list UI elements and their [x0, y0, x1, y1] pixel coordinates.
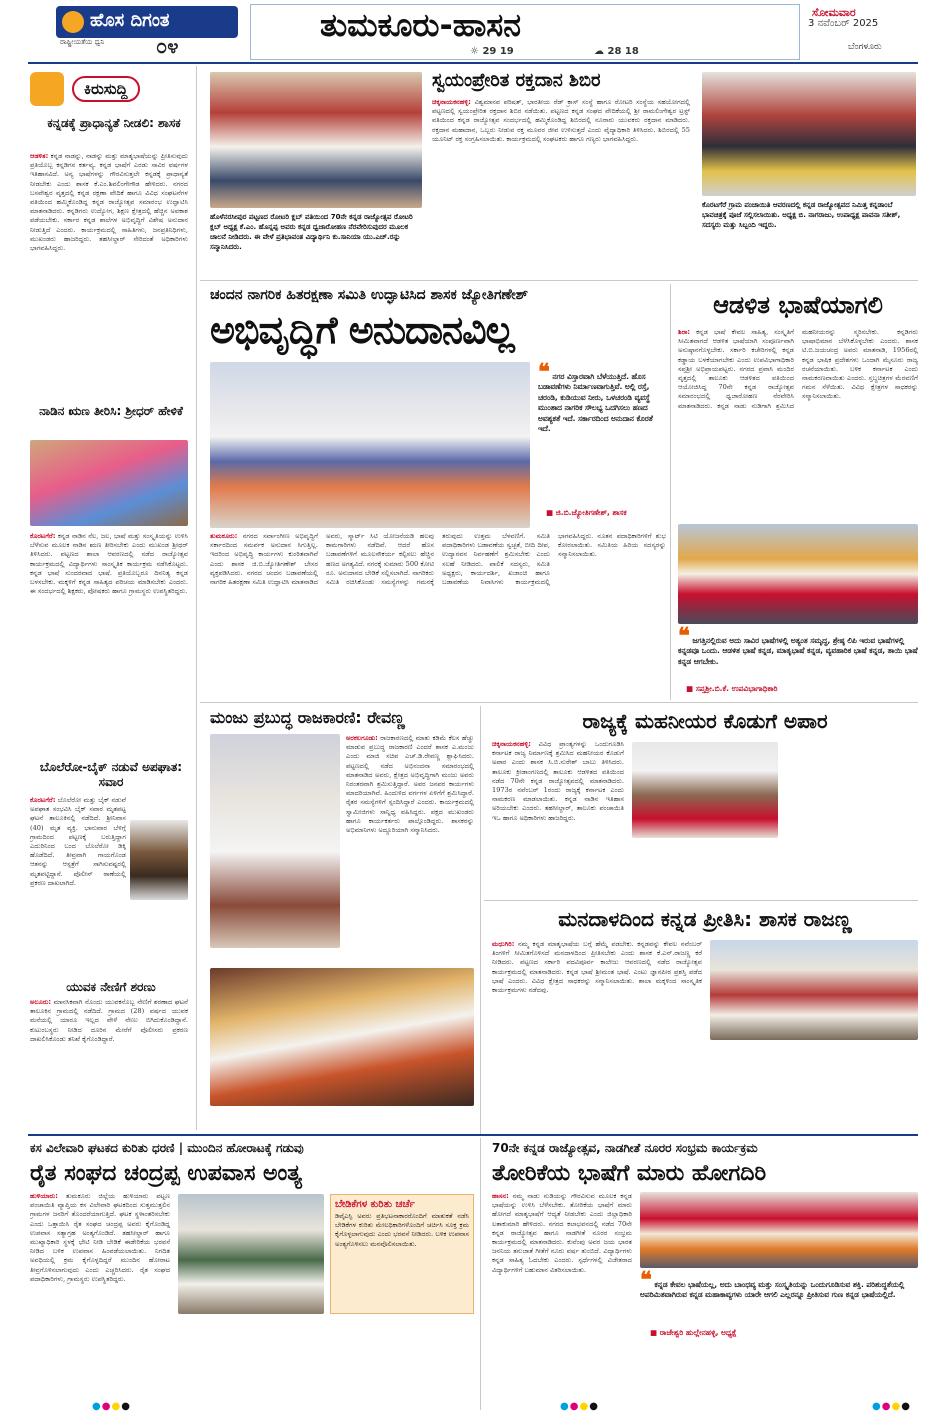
story-body: ಮಧುಗಿರಿ: ನಮ್ಮ ಕನ್ನಡ ಮಾತೃಭಾಷೆಯ ಬಗ್ಗೆ ಹೆಮ್ಮೆ ಪಡಬೇಕು. ಕನ್ನಡವನ್ನು ಕೇವಲ ನವೆಂಬರ್ ತಿಂಗಳಿಗೆ ಸೀಮಿತಗೊಳಿಸದೆ ಮನದಾಳದಿಂದ ಪ್ರೀತಿಸಬೇಕು ಎಂದು ಶಾಸಕ ಕೆ.ಎನ್.ರಾಜಣ್ಣ ಕರೆ ನೀಡಿದರು. ಪಟ್ಟಣದ ಸರ್ಕಾರಿ ಪದವಿಪೂರ್ವ ಕಾಲೇಜು ಆವರಣದಲ್ಲಿ ನಡೆದ ರಾಜ್ಯೋತ್ಸವ ಕಾರ್ಯಕ್ರಮದಲ್ಲಿ ಮಾತನಾಡಿದರು. ಕನ್ನಡ ಭಾಷೆ ಶ್ರೀಮಂತ ಭಾಷೆ. ಎಂಟು ಜ್ಞಾನಪೀಠ ಪ್ರಶಸ್ತಿ ಪಡೆದ ಭಾಷೆ ಎಂದರು. ವಿವಿಧ ಕ್ಷೇತ್ರದ ಸಾಧಕರನ್ನು ಸನ್ಮಾನಿಸಲಾಯಿತು. ಶಾಲಾ ಮಕ್ಕಳಿಂದ ಸಾಂಸ್ಕೃತಿಕ ಕಾರ್ಯಕ್ರಮಗಳು ನಡೆದವು. [492, 940, 702, 995]
row-divider [200, 702, 918, 703]
story-title: ಯುವಕ ನೇಣಿಗೆ ಶರಣು [66, 980, 156, 994]
story-quote: ❝ ಜಗತ್ತಿನಲ್ಲಿರುವ ಅದು ಸಾವಿರ ಭಾಷೆಗಳಲ್ಲಿ ಅತ್ಯಂತ ಸಮೃದ್ಧ, ಶ್ರೇಷ್ಠ ಲಿಪಿ ಇರುವ ಭಾಷೆಗಳಲ್ಲಿ ಕನ್ನಡವೂ ಒಂದು. ಆಡಳಿತ ಭಾಷೆ ಕನ್ನಡ, ಮಾತೃಭಾಷೆ ಕನ್ನಡ, ವ್ಯವಹಾರಿಕ ಭಾಷೆ ಕನ್ನಡ, ತಾಯಿ ಭಾಷೆ ಕನ್ನಡ ಆಗಬೇಕು. [678, 623, 918, 666]
weather-right: ☁ 28 18 [594, 46, 639, 57]
edition-title: ತುಮಕೂರು-ಹಾಸನ [320, 6, 522, 44]
panchayat-event-photo [702, 72, 916, 196]
column-divider [480, 1138, 481, 1410]
story-headline: ತೋರಿಕೆಯ ಭಾಷೆಗೆ ಮಾರು ಹೋಗದಿರಿ [492, 1161, 767, 1186]
section-label-box [30, 72, 188, 106]
story-body: ಹಾಸನ: ನಮ್ಮ ನಾಡು ನುಡಿಯನ್ನು ಗೌರವಿಸುವ ಮೂಲಕ ಕನ್ನಡ ಭಾಷೆಯನ್ನು ಉಳಿಸಿ ಬೆಳೆಸಬೇಕು. ತೋರಿಕೆಯ ಭಾಷೆಗೆ ಮಾರು ಹೋಗದೆ ಮಾತೃಭಾಷೆಗೆ ಆದ್ಯತೆ ನೀಡಬೇಕು ಎಂದು ಜಿಲ್ಲಾಧಿಕಾರಿ ಲತಾಕುಮಾರಿ ಹೇಳಿದರು. ನಗರದ ಕಲಾಭವನದಲ್ಲಿ ನಡೆದ 70ನೇ ಕನ್ನಡ ರಾಜ್ಯೋತ್ಸವ ಹಾಗೂ ನಾಡಗೀತೆ ನೂರರ ಸಂಭ್ರಮ ಕಾರ್ಯಕ್ರಮದಲ್ಲಿ ಮಾತನಾಡಿದರು. ಕುವೆಂಪು ಅವರ ಜಯ ಭಾರತ ಜನನಿಯ ತನುಜಾತೆ ಗೀತೆಗೆ ನೂರು ವರ್ಷ ತುಂಬಿದೆ. ವಿದ್ಯಾರ್ಥಿಗಳು ಕನ್ನಡ ಸಾಹಿತ್ಯ ಓದಬೇಕು ಎಂದರು. ಸ್ಪರ್ಧೆಗಳಲ್ಲಿ ವಿಜೇತರಾದ ವಿದ್ಯಾರ್ಥಿಗಳಿಗೆ ಬಹುಮಾನ ವಿತರಿಸಲಾಯಿತು. [492, 1192, 632, 1274]
story-body: ಕೊರಟಗೆರೆ: ಬೊಲೆರೋ ಮತ್ತು ಬೈಕ್ ನಡುವೆ ಅಪಘಾತ ಸಂಭವಿಸಿ ಬೈಕ್ ಸವಾರ ಮೃತಪಟ್ಟ ಘಟನೆ ತಾಲೂಕಿನಲ್ಲಿ ನಡೆದಿದೆ. ಶ್ರೀನಿವಾಸ (40) ಮೃತ ವ್ಯಕ್ತಿ. ಭಾನುವಾರ ಬೆಳಿಗ್ಗೆ ಗ್ರಾಮದಿಂದ ಪಟ್ಟಣಕ್ಕೆ ಬರುತ್ತಿದ್ದಾಗ ಎದುರಿನಿಂದ ಬಂದ ಬೊಲೆರೋ ಡಿಕ್ಕಿ ಹೊಡೆದಿದೆ. ತೀವ್ರವಾಗಿ ಗಾಯಗೊಂಡ ಆತನನ್ನು ಆಸ್ಪತ್ರೆಗೆ ಸಾಗಿಸುವಷ್ಟರಲ್ಲಿ ಮೃತಪಟ್ಟಿದ್ದಾನೆ. ಪೊಲೀಸ್ ಠಾಣೆಯಲ್ಲಿ ಪ್ರಕರಣ ದಾಖಲಾಗಿದೆ. [30, 796, 126, 887]
print-color-marks: ●●●● [560, 1401, 599, 1412]
story-quote: ❝ ಕನ್ನಡ ಕೇವಲ ಭಾಷೆಯಲ್ಲ, ಅದು ಬಾಂಧವ್ಯ ಮತ್ತು ಸಂಸ್ಕೃತಿಯನ್ನು ಒಂದುಗೂಡಿಸುವ ಶಕ್ತಿ. ಪರಿಶುದ್ಧತೆಯಲ್ಲಿ ಅಪರಿಮಿತವಾಗಿರುವ ಕನ್ನಡ ಮಹಾಕಾವ್ಯಗಳು ಯಾರೇ ಆಗಲಿ ಎಲ್ಲರನ್ನೂ ಪ್ರೀತಿಸುವ ಗುಣ ಕನ್ನಡ ಭಾಷೆಯಲ್ಲಿದೆ. [640, 1267, 905, 1300]
lead-kicker: ಚಂದನ ನಾಗರಿಕ ಹಿತರಕ್ಷಣಾ ಸಮಿತಿ ಉದ್ಘಾಟಿಸಿದ ಶಾಸಕ ಜ್ಯೋತಿಗಣೇಶ್ [210, 287, 528, 303]
story-body-cont [178, 1320, 474, 1408]
issue-city: ಬೆಂಗಳೂರು [848, 42, 882, 52]
sun-logo-icon [62, 11, 84, 33]
story-title: ಬೊಲೆರೋ-ಬೈಕ್ ನಡುವೆ ಅಪಘಾತ: ಸವಾರ [39, 760, 183, 789]
mla-speech-photo [632, 742, 778, 838]
victim-photo [130, 820, 188, 900]
quote-icon: ❝ [678, 623, 690, 649]
story-kicker: 70ನೇ ಕನ್ನಡ ರಾಜ್ಯೋತ್ಸವ, ನಾಡಗೀತೆ ನೂರರ ಸಂಭ್ರಮ ಕಾರ್ಯಕ್ರಮ [492, 1141, 758, 1155]
masthead-tagline: ರಾಷ್ಟ್ರೀಯತೆಯ ಧ್ವನಿ [60, 38, 105, 46]
story-body-cont [30, 918, 188, 978]
protest-photo [178, 1194, 324, 1314]
issue-date: 3 ನವೆಂಬರ್ 2025 [808, 18, 879, 29]
story-body: ಚಿಕ್ಕನಾಯಕನಹಳ್ಳಿ: ವಿವಿಧ ಪ್ರಾಂತ್ಯಗಳನ್ನು ಒಂದುಗೂಡಿಸಿ ಕರ್ನಾಟಕ ರಾಜ್ಯ ನಿರ್ಮಾಣಕ್ಕೆ ಶ್ರಮಿಸಿದ ಮಹನೀಯರ ಕೊಡುಗೆ ಅಪಾರ ಎಂದು ಶಾಸಕ ಸಿ.ಬಿ.ಸುರೇಶ್ ಬಾಬು ತಿಳಿಸಿದರು. ತಾಲೂಕು ಕ್ರೀಡಾಂಗಣದಲ್ಲಿ ತಾಲೂಕು ಆಡಳಿತದ ವತಿಯಿಂದ ನಡೆದ 70ನೇ ಕನ್ನಡ ರಾಜ್ಯೋತ್ಸವದಲ್ಲಿ ಮಾತನಾಡಿದರು. 1973ರ ನವೆಂಬರ್ 1ರಂದು ರಾಜ್ಯಕ್ಕೆ ಕರ್ನಾಟಕ ಎಂದು ನಾಮಕರಣ ಮಾಡಲಾಯಿತು. ಕನ್ನಡ ನಾಡಿನ ಇತಿಹಾಸ ಅರಿಯಬೇಕು ಎಂದರು. ತಹಸೀಲ್ದಾರ್, ತಾಲೂಕು ಪಂಚಾಯಿತಿ ಇಒ ಹಾಗೂ ಅಧಿಕಾರಿಗಳು ಹಾಜರಿದ್ದರು. [492, 740, 624, 822]
story-body: ಅರಕಲಗೂಡು: ರಾಜಕಾರಣದಲ್ಲಿ ಮಾತು ಕಡಿಮೆ ಕೆಲಸ ಹೆಚ್ಚು ಮಾಡುವ ಪ್ರಬುದ್ಧ ರಾಜಕಾರಣಿ ಎಂದರೆ ಶಾಸಕ ಎ.ಮಂಜು ಎಂದು ಮಾಜಿ ಸಚಿವ ಎಚ್.ಡಿ.ರೇವಣ್ಣ ಶ್ಲಾಘಿಸಿದರು. ಪಟ್ಟಣದಲ್ಲಿ ನಡೆದ ಅಭಿನಂದನಾ ಸಮಾರಂಭದಲ್ಲಿ ಮಾತನಾಡಿದ ಅವರು, ಕ್ಷೇತ್ರದ ಅಭಿವೃದ್ಧಿಗಾಗಿ ಮಂಜು ಅವರು ನಿರಂತರವಾಗಿ ಶ್ರಮಿಸುತ್ತಿದ್ದಾರೆ. ಅವರ ಜನಪರ ಕಾರ್ಯಗಳು ಮಾದರಿಯಾಗಿವೆ. ಹಿಂದುಳಿದ ವರ್ಗಗಳ ಏಳಿಗೆಗೆ ಶ್ರಮಿಸಿದ್ದಾರೆ. ರೈತರ ಸಮಸ್ಯೆಗಳಿಗೆ ಸ್ಪಂದಿಸಿದ್ದಾರೆ ಎಂದರು. ಕಾರ್ಯಕ್ರಮದಲ್ಲಿ ಸ್ವಾಮೀಜಿಗಳು ಸಾನ್ನಿಧ್ಯ ವಹಿಸಿದ್ದರು. ಪಕ್ಷದ ಮುಖಂಡರು ಹಾಗೂ ಕಾರ್ಯಕರ್ತರು ಪಾಲ್ಗೊಂಡಿದ್ದರು. ಶಾಸಕರನ್ನು ಅಭಿಮಾನಿಗಳು ಅದ್ದೂರಿಯಾಗಿ ಸನ್ಮಾನಿಸಿದರು. [346, 734, 474, 835]
story-body: ಹುಳಿಯಾರು: ತುಮಕೂರು ಜಿಲ್ಲೆಯ ಹುಳಿಯಾರು ಪಟ್ಟಣ ಪಂಚಾಯಿತಿ ವ್ಯಾಪ್ತಿಯ ಕಸ ವಿಲೇವಾರಿ ಘಟಕದಿಂದ ಸುತ್ತಮುತ್ತಲಿನ ಗ್ರಾಮಗಳ ಜನರಿಗೆ ತೊಂದರೆಯಾಗುತ್ತಿದೆ. ಘಟಕ ಸ್ಥಳಾಂತರಿಸಬೇಕು ಎಂದು ಒತ್ತಾಯಿಸಿ ರೈತ ಸಂಘದ ಚಂದ್ರಪ್ಪ ಅವರು ಕೈಗೊಂಡಿದ್ದ ಉಪವಾಸ ಸತ್ಯಾಗ್ರಹ ಅಂತ್ಯಗೊಂಡಿದೆ. ತಹಸೀಲ್ದಾರ್ ಹಾಗೂ ಮುಖ್ಯಾಧಿಕಾರಿ ಸ್ಥಳಕ್ಕೆ ಭೇಟಿ ನೀಡಿ ಬೇಡಿಕೆ ಈಡೇರಿಕೆಯ ಭರವಸೆ ನೀಡಿದ ಬಳಿಕ ಉಪವಾಸ ಹಿಂಪಡೆಯಲಾಯಿತು. ನಿಗದಿತ ಅವಧಿಯಲ್ಲಿ ಕ್ರಮ ಕೈಗೊಳ್ಳದಿದ್ದರೆ ಮುಂದಿನ ಹೋರಾಟ ತೀವ್ರಗೊಳಿಸಲಾಗುವುದು ಎಂದು ಎಚ್ಚರಿಸಿದರು. ರೈತ ಸಂಘದ ಪದಾಧಿಕಾರಿಗಳು, ಗ್ರಾಮಸ್ಥರು ಉಪಸ್ಥಿತರಿದ್ದರು. [30, 1192, 170, 1283]
quote-icon: ❝ [640, 1267, 652, 1293]
quote-byline: ■ ಜಿ.ಬಿ.ಜ್ಯೋತಿಗಣೇಶ್, ಶಾಸಕ [546, 508, 627, 517]
story-body: ಚಿಕ್ಕನಾಯಕನಹಳ್ಳಿ: ವಿಶ್ವಮಾನವ ಪರಿಷತ್, ಭಾರತೀಯ ರೆಡ್ ಕ್ರಾಸ್ ಸಂಸ್ಥೆ ಹಾಗೂ ರೋಟರಿ ಸಂಸ್ಥೆಯ ಸಹಯೋಗದಲ್ಲಿ ಪಟ್ಟಣದಲ್ಲಿ ಸ್ವಯಂಪ್ರೇರಿತ ರಕ್ತದಾನ ಶಿಬಿರ ನಡೆಯಿತು. ಪಟ್ಟಣದ ಕನ್ನಡ ಸಂಘದ ವೇದಿಕೆಯಲ್ಲಿ ಶ್ರೀ ರಾಮಲಿಂಗೇಶ್ವರ ಟ್ರಸ್ಟ್ ವತಿಯಿಂದ ಕನ್ನಡ ರಾಜ್ಯೋತ್ಸವ ಸಂದರ್ಭದಲ್ಲಿ ಹಮ್ಮಿಕೊಂಡಿದ್ದ ಶಿಬಿರದಲ್ಲಿ ನೂರಾರು ಯುವಕರು ರಕ್ತದಾನ ಮಾಡಿದರು. ರಕ್ತದಾನ ಮಹಾದಾನ, ಒಬ್ಬರು ನೀಡುವ ರಕ್ತ ಮೂವರ ಜೀವ ಉಳಿಸುತ್ತದೆ ಎಂದು ವೈದ್ಯಾಧಿಕಾರಿ ತಿಳಿಸಿದರು. ಶಿಬಿರದಲ್ಲಿ 55 ಯೂನಿಟ್ ರಕ್ತ ಸಂಗ್ರಹಿಸಲಾಯಿತು. ಕಾರ್ಯಕ್ರಮದಲ್ಲಿ ಸಂಘಟಕರು ಹಾಗೂ ಗಣ್ಯರು ಭಾಗವಹಿಸಿದ್ದರು. [432, 98, 690, 143]
info-box [330, 1194, 474, 1314]
column-divider [480, 706, 481, 1134]
story-headline: ರಾಜ್ಯಕ್ಕೆ ಮಹನೀಯರ ಕೊಡುಗೆ ಅಪಾರ [582, 709, 828, 733]
issue-day: ಸೋಮವಾರ [812, 6, 856, 19]
story-body: ಶಿರಾ: ಕನ್ನಡ ಭಾಷೆ ಕೇವಲ ಸಾಹಿತ್ಯ, ಸಂಸ್ಕೃತಿಗೆ ಸೀಮಿತವಾಗದೆ ಆಡಳಿತ ಭಾಷೆಯಾಗಿ ಸಂಪೂರ್ಣವಾಗಿ ಅನುಷ್ಠಾನಗೊಳ್ಳಬೇಕು. ಸರ್ಕಾರಿ ಕಚೇರಿಗಳಲ್ಲಿ ಕನ್ನಡ ಕಡ್ಡಾಯ ಬಳಕೆಯಾಗಬೇಕು ಎಂದು ಉಪವಿಭಾಗಾಧಿಕಾರಿ ಸಪ್ತಶ್ರೀ ಅಭಿಪ್ರಾಯಪಟ್ಟರು. ನಗರದ ಪ್ರವಾಸಿ ಮಂದಿರ ವೃತ್ತದಲ್ಲಿ ತಾಲೂಕು ಆಡಳಿತದ ವತಿಯಿಂದ ಆಯೋಜಿಸಿದ್ದ 70ನೇ ಕನ್ನಡ ರಾಜ್ಯೋತ್ಸವ ಸಮಾರಂಭದಲ್ಲಿ ಧ್ವಜಾರೋಹಣ ನೆರವೇರಿಸಿ ಮಾತನಾಡಿದರು. ಕನ್ನಡ ನಾಡು ನುಡಿಗಾಗಿ ಶ್ರಮಿಸಿದ ಮಹನೀಯರನ್ನು ಸ್ಮರಿಸಬೇಕು. ಕನ್ನಡಿಗರು ಭಾಷಾಭಿಮಾನ ಬೆಳೆಸಿಕೊಳ್ಳಬೇಕು ಎಂದರು. ಶಾಸಕ ಟಿ.ಬಿ.ಜಯಚಂದ್ರ ಅವರು ಮಾತನಾಡಿ, 1956ರಲ್ಲಿ ಕನ್ನಡ ಭಾಷಿಕ ಪ್ರದೇಶಗಳು ಒಂದಾಗಿ ಮೈಸೂರು ರಾಜ್ಯ ರಚನೆಯಾಯಿತು. ಬಳಿಕ ಕರ್ನಾಟಕ ಎಂದು ನಾಮಕರಣವಾಯಿತು ಎಂದರು. ಸ್ತಬ್ಧಚಿತ್ರಗಳ ಮೆರವಣಿಗೆ ಗಮನ ಸೆಳೆಯಿತು. ವಿವಿಧ ಕ್ಷೇತ್ರಗಳ ಸಾಧಕರನ್ನು ಸನ್ಮಾನಿಸಲಾಯಿತು. [678, 328, 918, 410]
story-headline: ಮಂಜು ಪ್ರಬುದ್ಧ ರಾಜಕಾರಣಿ: ರೇವಣ್ಣ [210, 708, 405, 727]
print-color-marks: ●●●● [92, 1401, 131, 1412]
quote-byline: ■ ಸಪ್ತಶ್ರೀ.ಬಿ.ಕೆ. ಉಪವಿಭಾಗಾಧಿಕಾರಿ [686, 684, 778, 693]
hand-icon [30, 72, 64, 106]
quote-icon: ❝ [538, 359, 550, 385]
story-title: ನಾಡಿನ ಋಣ ತೀರಿಸಿ: ಶ್ರೀಧರ್ ಹೇಳಿಕೆ [39, 404, 183, 418]
story-body-cont [784, 740, 918, 896]
story-body-cont [710, 1044, 918, 1130]
story-title: ಸ್ವಯಂಪ್ರೇರಿತ ರಕ್ತದಾನ ಶಿಬಿರ [432, 70, 601, 91]
students-photo [640, 1192, 918, 1268]
weather-left: ☼ 29 19 [470, 46, 514, 57]
story-kicker: ಕಸ ವಿಲೇವಾರಿ ಘಟಕದ ಕುರಿತು ಧರಣಿ | ಮುಂದಿನ ಹೋರಾಟಕ್ಕೆ ಗಡುವು [30, 1141, 304, 1155]
story-body-cont [632, 842, 778, 896]
row-divider [484, 900, 918, 901]
page-number: ೦೪ [156, 34, 179, 58]
column-divider [670, 284, 671, 700]
lead-body: ತುಮಕೂರು: ನಗರದ ಸರ್ವಾಂಗೀಣ ಅಭಿವೃದ್ಧಿಗೆ ಸರ್ಕಾರದಿಂದ ಸಮರ್ಪಕ ಅನುದಾನ ಸಿಗುತ್ತಿಲ್ಲ. ಇದರಿಂದ ಅಭಿವೃದ್ಧಿ ಕಾರ್ಯಗಳು ಕುಂಠಿತವಾಗಿವೆ ಎಂದು ಶಾಸಕ ಜಿ.ಬಿ.ಜ್ಯೋತಿಗಣೇಶ್ ಬೇಸರ ವ್ಯಕ್ತಪಡಿಸಿದರು. ನಗರದ ಚಂದನ ಬಡಾವಣೆಯಲ್ಲಿ ನಾಗರಿಕ ಹಿತರಕ್ಷಣಾ ಸಮಿತಿ ಉದ್ಘಾಟಿಸಿ ಮಾತನಾಡಿದ ಅವರು, ಸ್ಮಾರ್ಟ್ ಸಿಟಿ ಯೋಜನೆಯಡಿ ಹಲವು ಕಾಮಗಾರಿಗಳು ನಡೆದಿವೆ. ಆದರೆ ಹೊಸ ಬಡಾವಣೆಗಳಿಗೆ ಮೂಲಸೌಕರ್ಯ ಕಲ್ಪಿಸಲು ಹೆಚ್ಚಿನ ಹಣದ ಅಗತ್ಯವಿದೆ. ನಗರಕ್ಕೆ ಸುಮಾರು 500 ಕೋಟಿ ರೂ. ಅನುದಾನದ ಬೇಡಿಕೆ ಸಲ್ಲಿಸಲಾಗಿದೆ. ನಾಗರಿಕರು ಸಮಿತಿ ರಚಿಸಿಕೊಂಡು ಸಮಸ್ಯೆಗಳನ್ನು ಗಮನಕ್ಕೆ ತರುವುದು ಉತ್ತಮ ಬೆಳವಣಿಗೆ. ಸಮಿತಿ ಪದಾಧಿಕಾರಿಗಳು ಬಡಾವಣೆಯ ಸ್ವಚ್ಛತೆ, ಬೀದಿ ದೀಪ, ಉದ್ಯಾನವನ ನಿರ್ವಹಣೆಗೆ ಶ್ರಮಿಸಬೇಕು ಎಂದು ಸಲಹೆ ನೀಡಿದರು. ಪಾಲಿಕೆ ಸದಸ್ಯರು, ಸಮಿತಿ ಅಧ್ಯಕ್ಷರು, ಕಾರ್ಯದರ್ಶಿ, ಖಜಾಂಚಿ ಹಾಗೂ ಬಡಾವಣೆಯ ನಿವಾಸಿಗಳು ಕಾರ್ಯಕ್ರಮದಲ್ಲಿ ಭಾಗವಹಿಸಿದ್ದರು. ನೂತನ ಪದಾಧಿಕಾರಿಗಳಿಗೆ ಶುಭ ಕೋರಲಾಯಿತು. ಸಮಿತಿಯ ಹಿರಿಯ ಸದಸ್ಯರನ್ನು ಸನ್ಮಾನಿಸಲಾಯಿತು. [210, 532, 666, 587]
lead-photo [210, 362, 530, 528]
felicitation-photo [210, 968, 474, 1106]
row-divider [28, 1134, 918, 1136]
story-headline: ಮನದಾಳದಿಂದ ಕನ್ನಡ ಪ್ರೀತಿಸಿ: ಶಾಸಕ ರಾಜಣ್ಣ [558, 907, 852, 931]
story-body: ಕೊರಟಗೆರೆ: ಕನ್ನಡ ನಾಡಿನ ನೆಲ, ಜಲ, ಭಾಷೆ ಮತ್ತು ಸಂಸ್ಕೃತಿಯನ್ನು ಉಳಿಸಿ ಬೆಳೆಸುವ ಮೂಲಕ ನಾಡಿನ ಋಣ ತೀರಿಸಬೇಕು ಎಂದು ಮುಖಂಡ ಶ್ರೀಧರ್ ತಿಳಿಸಿದರು. ಪಟ್ಟಣದ ಶಾಲಾ ಆವರಣದಲ್ಲಿ ನಡೆದ ರಾಜ್ಯೋತ್ಸವ ಕಾರ್ಯಕ್ರಮದಲ್ಲಿ ವಿದ್ಯಾರ್ಥಿಗಳು ಸಾಂಸ್ಕೃತಿಕ ಕಾರ್ಯಕ್ರಮ ನಡೆಸಿಕೊಟ್ಟರು. ಕನ್ನಡ ಭಾಷೆ ಸುಂದರವಾದ ಭಾಷೆ. ಪ್ರತಿಯೊಬ್ಬರೂ ದಿನನಿತ್ಯ ಕನ್ನಡ ಬಳಸಬೇಕು. ಮಕ್ಕಳಿಗೆ ಕನ್ನಡ ಸಾಹಿತ್ಯದ ಪರಿಚಯ ಮಾಡಿಸಬೇಕು ಎಂದರು. ಈ ಸಂದರ್ಭದಲ್ಲಿ ಶಿಕ್ಷಕರು, ಪೋಷಕರು ಹಾಗೂ ಗ್ರಾಮಸ್ಥರು ಉಪಸ್ಥಿತರಿದ್ದರು. [30, 532, 188, 596]
dance-photo [30, 440, 188, 526]
masthead-logo: ಹೊಸ ದಿಗಂತ [56, 6, 238, 38]
story-body: ಅಲೂರು: ಮಾನಸಿಕವಾಗಿ ನೊಂದು ಯುವಕನೊಬ್ಬ ನೇಣಿಗೆ ಶರಣಾದ ಘಟನೆ ತಾಲೂಕಿನ ಗ್ರಾಮದಲ್ಲಿ ನಡೆದಿದೆ. ಗ್ರಾಮದ (28) ವರ್ಷದ ಯುವಕ ಮನೆಯಲ್ಲಿ ಯಾರೂ ಇಲ್ಲದ ವೇಳೆ ನೇಣು ಬಿಗಿದುಕೊಂಡಿದ್ದಾನೆ. ಕುಟುಂಬಸ್ಥರು ನೀಡಿದ ದೂರಿನ ಮೇರೆಗೆ ಪೊಲೀಸರು ಪ್ರಕರಣ ದಾಖಲಿಸಿಕೊಂಡು ತನಿಖೆ ಕೈಗೊಂಡಿದ್ದಾರೆ. [30, 998, 188, 1043]
award-photo [710, 940, 918, 1040]
story-headline: ಆಡಳಿತ ಭಾಷೆಯಾಗಲಿ [713, 291, 883, 319]
quote-byline: ■ ರಾಜೇಶ್ವರಿ ಹುಲ್ಲೇನಹಳ್ಳಿ, ಅಧ್ಯಕ್ಷೆ [650, 1328, 737, 1337]
print-color-marks: ●●●● [872, 1401, 911, 1412]
photo-caption: ಹೊಳೆನರಸೀಪುರ ಪಟ್ಟಣದ ರೋಟರಿ ಕ್ಲಬ್ ವತಿಯಿಂದ 70ನೇ ಕನ್ನಡ ರಾಜ್ಯೋತ್ಸವ ರೋಟರಿ ಕ್ಲಬ್ ಅಧ್ಯಕ್ಷ ಕೆ.ಎಂ. ಹೊನ್ನಪ್ಪ ಅವರು ಕನ್ನಡ ಧ್ವಜಾರೋಹಣ ನೆರವೇರಿಸುವುದರ ಮೂಲಕ ಚಾಲನೆ ನೀಡಿದರು. ಈ ವೇಳೆ ಪ್ರತಿಭಾವಂತ ವಿದ್ಯಾರ್ಥಿನಿ ಕು.ಸಾನಿಯಾ ಯು.ಎಚ್.ರನ್ನು ಸನ್ಮಾನಿಸಿದರು. [210, 213, 413, 251]
lead-headline: ಅಭಿವೃದ್ಧಿಗೆ ಅನುದಾನವಿಲ್ಲ [210, 308, 514, 352]
lead-quote: ❝ ನಗರ ವಿಸ್ತಾರವಾಗಿ ಬೆಳೆಯುತ್ತಿದೆ. ಹೊಸ ಬಡಾವಣೆಗಳು ನಿರ್ಮಾಣವಾಗುತ್ತಿವೆ. ಅಲ್ಲಿ ರಸ್ತೆ, ಚರಂಡಿ, ಕುಡಿಯುವ ನೀರು, ಒಳಚರಂಡಿ ವ್ಯವಸ್ಥೆ ಮುಂತಾದ ನಾಗರಿಕ ಸೌಲಭ್ಯ ಒದಗಿಸಲು ಹಣದ ಅವಶ್ಯಕತೆ ಇದೆ. ಸರ್ಕಾರದಿಂದ ಅನುದಾನ ಕೊರತೆ ಇದೆ. [538, 359, 653, 434]
procession-photo [678, 524, 918, 624]
story-headline: ರೈತ ಸಂಘದ ಚಂದ್ರಪ್ಪ ಉಪವಾಸ ಅಂತ್ಯ [30, 1161, 302, 1186]
section-label: ಕಿರುಸುದ್ದಿ [72, 76, 140, 102]
story-body: ಆಡಳಿತ: ಕನ್ನಡ ನಾಡನ್ನು, ನಾಡನ್ನು ಮತ್ತು ಮಾತೃಭಾಷೆಯನ್ನು ಪ್ರೀತಿಸುವುದು ಪ್ರತಿಯೊಬ್ಬ ಕನ್ನಡಿಗನ ಕರ್ತವ್ಯ. ಕನ್ನಡ ಭಾಷೆಗೆ ಎರಡು ಸಾವಿರ ವರ್ಷಗಳ ಇತಿಹಾಸವಿದೆ. ಅನ್ಯ ಭಾಷೆಗಳನ್ನು ಗೌರವಿಸುತ್ತಲೇ ಕನ್ನಡಕ್ಕೆ ಪ್ರಾಧಾನ್ಯತೆ ನೀಡಬೇಕು ಎಂದು ಶಾಸಕ ಕೆ.ಎಂ.ಶಿವಲಿಂಗೇಗೌಡ ಹೇಳಿದರು. ನಗರದ ಬಸವೇಶ್ವರ ವೃತ್ತದಲ್ಲಿ ಕನ್ನಡ ರಕ್ಷಣಾ ವೇದಿಕೆ ಹಾಗೂ ವಿವಿಧ ಸಂಘಟನೆಗಳ ವತಿಯಿಂದ ಹಮ್ಮಿಕೊಂಡಿದ್ದ ಕನ್ನಡ ರಾಜ್ಯೋತ್ಸವ ಸಮಾರಂಭ ಉದ್ಘಾಟಿಸಿ ಮಾತನಾಡಿದರು. ಕನ್ನಡಿಗರು ಉದ್ಯೋಗ, ಶಿಕ್ಷಣ ಕ್ಷೇತ್ರದಲ್ಲಿ ಹೆಚ್ಚಿನ ಅವಕಾಶ ಪಡೆಯಬೇಕು. ಸರ್ಕಾರ ಕನ್ನಡ ಶಾಲೆಗಳ ಅಭಿವೃದ್ಧಿಗೆ ವಿಶೇಷ ಅನುದಾನ ನೀಡುತ್ತಿದೆ ಎಂದರು. ಕಾರ್ಯಕ್ರಮದಲ್ಲಿ ಸಾಹಿತಿಗಳು, ಜನಪ್ರತಿನಿಧಿಗಳು, ಮುಖಂಡರು ಹಾಜರಿದ್ದರು. ತಹಸೀಲ್ದಾರ್ ಸೇರಿದಂತೆ ಅಧಿಕಾರಿಗಳು ಭಾಗವಹಿಸಿದ್ದರು. [30, 152, 188, 253]
column-divider [196, 66, 197, 1130]
revanna-photo [210, 734, 340, 948]
box-body: ಡಿವೈಎಸ್ಪಿ ಅವರು ಪ್ರತಿಭಟನಾಕಾರರೊಂದಿಗೆ ಮಾತುಕತೆ ನಡೆಸಿ ಬೇಡಿಕೆಗಳ ಕುರಿತು ಮೇಲಧಿಕಾರಿಗಳೊಂದಿಗೆ ಚರ್ಚಿಸಿ ಸೂಕ್ತ ಕ್ರಮ ಕೈಗೊಳ್ಳಲಾಗುವುದು ಎಂದು ಭರವಸೆ ನೀಡಿದರು. ಬಳಿಕ ಉಪವಾಸ ಅಂತ್ಯಗೊಳಿಸಲು ಮನವೊಲಿಸಲಾಯಿತು. [335, 1212, 469, 1248]
story-title: ಕನ್ನಡಕ್ಕೆ ಪ್ರಾಧಾನ್ಯತೆ ನೀಡಲಿ: ಶಾಸಕ [47, 116, 181, 130]
row-divider [200, 280, 918, 281]
story-body-cont [640, 1344, 918, 1408]
rotary-event-photo [210, 72, 422, 208]
header-rule [28, 62, 918, 64]
box-title: ಬೇಡಿಕೆಗಳ ಕುರಿತು ಚರ್ಚೆ [335, 1199, 415, 1210]
photo-caption: ಕೊರಟಗೆರೆ ಗ್ರಾಮ ಪಂಚಾಯಿತಿ ಆವರಣದಲ್ಲಿ ಕನ್ನಡ ರಾಜ್ಯೋತ್ಸವದ ನಿಮಿತ್ತ ಕನ್ನಡಾಂಬೆ ಭಾವಚಿತ್ರಕ್ಕೆ ಪೂಜೆ ಸಲ್ಲಿಸಲಾಯಿತು. ಅಧ್ಯಕ್ಷ ಬಿ. ನಾಗರಾಜು, ಉಪಾಧ್ಯಕ್ಷ ಪಾವನಾ ಸತೀಶ್, ಸದಸ್ಯರು ಮತ್ತು ಸಿಬ್ಬಂದಿ ಇದ್ದರು. [702, 201, 901, 229]
